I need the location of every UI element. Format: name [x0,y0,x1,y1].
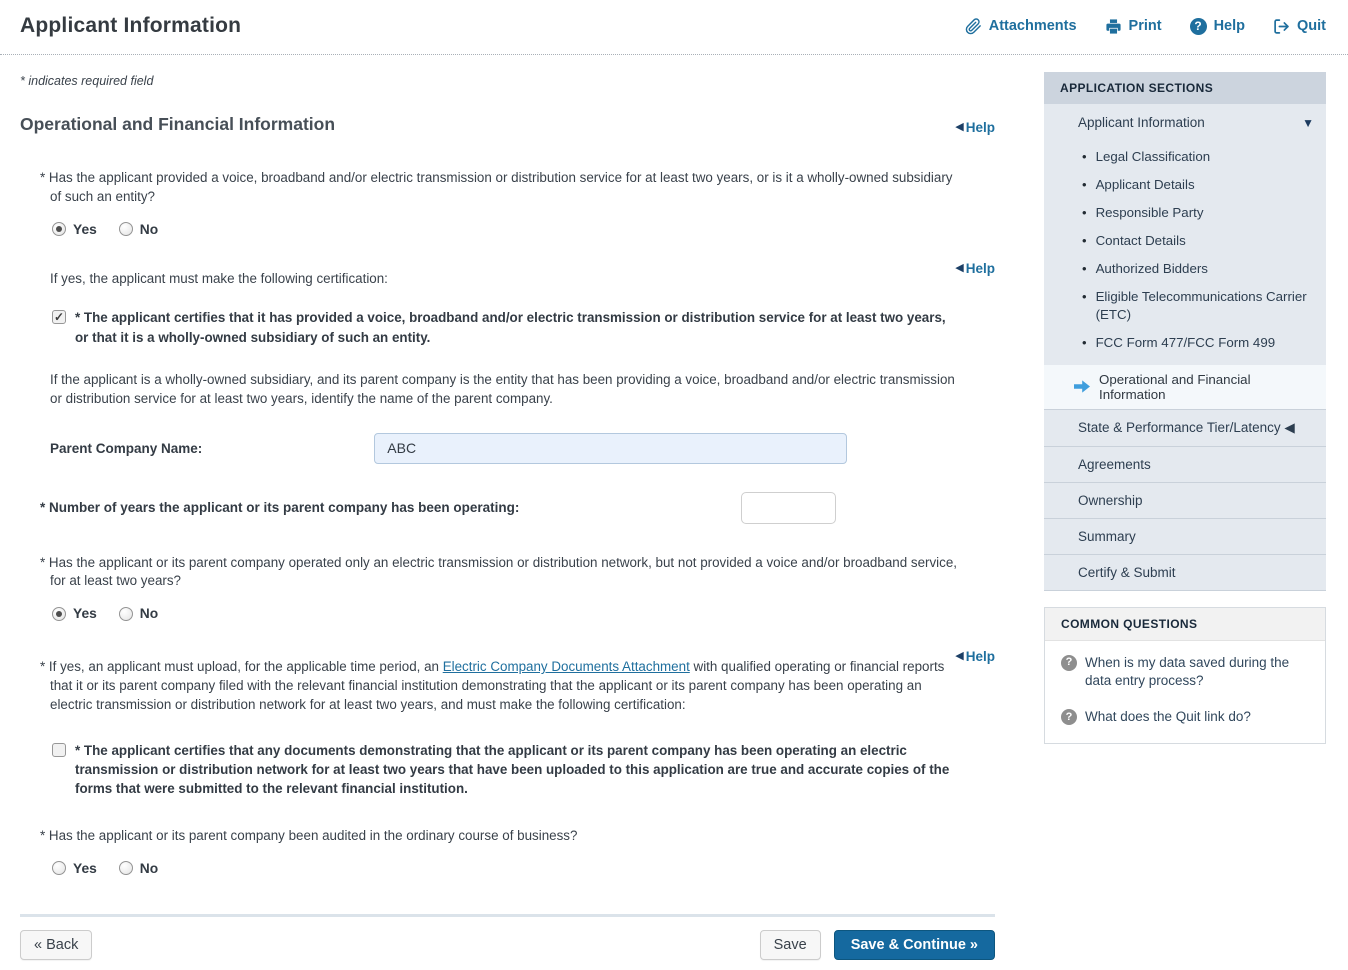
save-button[interactable]: Save [760,930,821,960]
years-operating-input[interactable] [741,492,836,524]
upload-help-link[interactable] [955,649,995,664]
sidebar-item-fcc-forms[interactable] [1082,329,1314,357]
back-button[interactable]: « Back [20,930,92,960]
radio-button-yes[interactable] [52,607,66,621]
main-form [20,55,995,970]
bullet-icon: • [1082,260,1087,276]
bullet-icon: • [1082,288,1087,304]
sidebar-item-legal-classification[interactable] [1082,143,1314,171]
sidebar-item-summary[interactable] [1044,518,1326,554]
paperclip-icon [965,18,982,35]
electric-only-radio-group [52,606,995,621]
save-continue-button[interactable]: Save & Continue » [834,930,995,960]
certification-intro: If yes, the applicant must make the following certification: [50,270,388,286]
sidebar-item-label: Contact Details [1095,232,1186,248]
upload-note-text: * If yes, an applicant must upload, for the applicable time period, an [40,659,443,675]
bullet-icon: • [1082,176,1087,192]
documents-certification-text: * The applicant certifies that any documents demonstrating that the applicant or its parent company has been operating an electric transmission or distribution network for at least two years that have been uploaded to this application are true and accurate copies of the forms that were submitted to the relevant financial institution. [75,742,950,797]
bullet-icon: • [1082,204,1087,220]
question-electric-only: * Has the applicant or its parent company operated only an electric transmission or distribution network, but not provided a voice and/or broadband service, for at least two years? [40,554,958,589]
footer-divider [20,914,995,917]
audited-yes-option[interactable] [52,861,97,876]
sidebar-item-label: Applicant Details [1095,176,1195,192]
service-certification-checkbox[interactable] [52,310,66,324]
sidebar-item-applicant-information[interactable] [1044,104,1326,141]
sidebar-item-ownership[interactable] [1044,482,1326,518]
sidebar-item-label: Operational and Financial Information [1099,371,1251,402]
sidebar-item-authorized-bidders[interactable] [1082,255,1314,283]
application-sections-panel [1044,72,1326,591]
certification-help-link[interactable] [955,261,995,276]
upload-note [40,658,965,714]
sidebar-item-label: Authorized Bidders [1095,260,1208,276]
sidebar-item-responsible-party[interactable] [1082,199,1314,227]
audited-radio-group [52,861,995,876]
radio-button-no[interactable] [119,607,133,621]
section-help-link[interactable] [955,120,995,135]
documents-certification-checkbox[interactable] [52,743,66,757]
question-circle-icon: ? [1061,709,1077,725]
printer-icon [1105,18,1122,35]
attachments-link[interactable] [965,18,1077,35]
sidebar-item-etc[interactable] [1082,283,1314,329]
quit-link[interactable] [1273,18,1326,35]
section-title: Operational and Financial Information [20,114,336,134]
sidebar-item-applicant-details[interactable] [1082,171,1314,199]
question-circle-icon: ? [1061,655,1077,671]
content [0,55,1348,970]
help-link-label: Help [965,260,995,276]
bullet-icon: • [1082,232,1087,248]
common-question-quit-link[interactable] [1045,695,1325,743]
documents-certification [52,741,957,799]
header-nav [965,18,1326,35]
subsidiary-note: If the applicant is a wholly-owned subsidiary, and its parent company is the entity that has been providing a voice, broadband and/or electric transmission or distribution service for at least two years, identify the name of the parent company. [50,372,955,406]
bullet-icon: • [1082,149,1087,164]
right-arrow-icon [1074,380,1090,393]
common-questions-panel [1044,607,1326,745]
sidebar-item-label: Summary [1078,528,1136,544]
common-question-label: When is my data saved during the data entry process? [1085,654,1290,689]
electric-company-documents-link[interactable]: Electric Company Documents Attachment [442,659,690,675]
left-triangle-icon: ◀ [955,261,964,274]
print-label: Print [1128,18,1162,34]
help-circle-icon: ? [1190,18,1207,35]
down-triangle-icon: ▼ [1302,116,1314,130]
yes-label: Yes [73,221,97,237]
left-triangle-icon: ◀ [955,650,964,663]
question-service-provided: * Has the applicant provided a voice, broadband and/or electric transmission or distribution service for at least two years, or is it a wholly-owned subsidiary of such an entity? [40,170,953,204]
years-operating-row [40,492,995,524]
sidebar-item-state-performance[interactable] [1044,409,1326,446]
radio-button-no[interactable] [119,222,133,236]
common-questions-header: COMMON QUESTIONS [1045,608,1325,641]
common-question-data-saved[interactable] [1045,641,1325,696]
electric-only-yes-option[interactable] [52,606,97,621]
electric-only-no-option[interactable] [119,606,158,621]
question-audited: * Has the applicant or its parent company been audited in the ordinary course of business? [40,827,578,843]
service-certification [52,308,957,347]
help-link-label: Help [965,649,995,665]
application-sections-header: APPLICATION SECTIONS [1044,72,1326,104]
service-provided-no-option[interactable] [119,222,158,237]
sidebar-item-agreements[interactable] [1044,446,1326,482]
sidebar [1044,72,1326,744]
sidebar-item-contact-details[interactable] [1082,227,1314,255]
no-label: No [139,221,159,237]
years-operating-label: * Number of years the applicant or its parent company has been operating: [40,500,520,516]
parent-company-input[interactable] [374,433,847,464]
attachments-label: Attachments [988,18,1077,34]
radio-button-no[interactable] [119,861,133,875]
sidebar-item-certify-submit[interactable] [1044,554,1326,591]
no-label: No [139,606,159,622]
help-link[interactable] [1190,18,1245,35]
sidebar-item-label: Legal Classification [1095,149,1211,164]
page-title: Applicant Information [20,14,242,37]
required-field-note: * indicates required field [20,74,154,88]
sidebar-item-label: FCC Form 477/FCC Form 499 [1095,334,1276,350]
sign-out-icon [1273,18,1290,35]
help-link-label: Help [965,120,995,135]
sidebar-item-label: Eligible Telecommunications Carrier (ETC) [1095,288,1307,322]
audited-no-option[interactable] [119,861,158,876]
page-header [0,0,1348,55]
applicant-information-sub-list [1044,141,1326,365]
sidebar-item-label: Applicant Information [1078,115,1205,130]
sidebar-item-label: Agreements [1078,456,1151,472]
service-provided-yes-option[interactable] [52,222,97,237]
form-buttons [20,930,995,960]
sidebar-item-label: Certify & Submit [1078,564,1176,580]
service-provided-radio-group [52,222,995,237]
yes-label: Yes [73,606,97,622]
left-triangle-icon: ◀ [955,121,964,133]
print-link[interactable] [1105,18,1162,35]
parent-company-label: Parent Company Name: [50,440,203,456]
help-label: Help [1213,18,1245,34]
bullet-icon: • [1082,334,1087,350]
upload-note-text: with qualified operating or financial reports that it or its parent company filed with the relevant financial institution demonstrating that the applicant or its parent company has been operating an electric transmission or distribution network for at least two years, and must make the following certification: [50,659,945,712]
left-triangle-icon: ◀ [1284,419,1295,435]
common-question-label: What does the Quit link do? [1085,709,1251,725]
quit-label: Quit [1297,18,1326,34]
sidebar-item-label: Ownership [1078,492,1143,508]
radio-button-yes[interactable] [52,861,66,875]
radio-button-yes[interactable] [52,222,66,236]
parent-company-row [50,433,995,464]
sidebar-item-label: State & Performance Tier/Latency [1078,419,1281,435]
yes-label: Yes [73,860,97,876]
sidebar-item-operational-financial-active[interactable] [1044,365,1326,409]
service-certification-text: * The applicant certifies that it has provided a voice, broadband and/or electric transmission or distribution service for at least two years, or that it is a wholly-owned subsidiary of such an entity. [75,310,946,345]
no-label: No [139,860,159,876]
sidebar-item-label: Responsible Party [1095,204,1204,220]
